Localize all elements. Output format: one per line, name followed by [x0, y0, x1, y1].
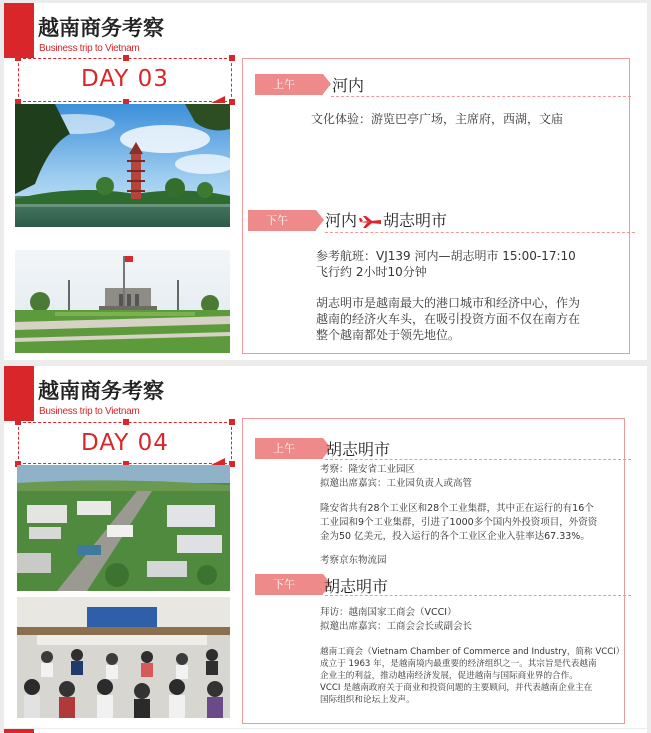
corner-marker: [123, 55, 129, 61]
next-page-edge: [4, 729, 647, 733]
desc-line: 胡志明市是越南最大的港口城市和经济中心，作为: [316, 296, 581, 310]
divider-line: [325, 232, 635, 233]
desc-line: 越南的经济火车头，在吸引投资方面不仅在南方在: [316, 312, 581, 326]
ba-dinh-square-photo: [15, 250, 230, 353]
flight-info: 参考航班：VJ139 河内—胡志明市 15:00-17:10: [316, 249, 576, 263]
guest-info: 拟邀出席嘉宾：工业园负责人或高管: [320, 478, 473, 489]
desc-line: 越南工商会（Vietnam Chamber of Commerce and Industry，简称 VCCI）: [320, 647, 625, 657]
desc-line: VCCI 是越南政府关于商业和投资问题的主要顾问，并代表越南企业主在: [320, 683, 593, 693]
extra-visit: 考察京东物流园: [320, 555, 387, 566]
corner-triangle: [211, 458, 225, 465]
day-label: DAY 03: [81, 66, 169, 92]
corner-marker: [229, 55, 235, 61]
desc-line: 国际组织和论坛上发声。: [320, 695, 415, 705]
morning-activity: 文化体验：游览巴亭广场，主席府，西湖，文庙: [311, 112, 564, 126]
airplane-icon: [359, 216, 381, 228]
afternoon-tag: 下午: [248, 210, 316, 231]
corner-marker: [15, 55, 21, 61]
corner-marker: [15, 419, 21, 425]
desc-line: 隆安省共有28个工业区和28个工业集群，其中正在运行的有16个: [320, 503, 594, 514]
pagoda-lake-photo: [15, 104, 230, 227]
page-subtitle: Business trip to Vietnam: [39, 43, 140, 54]
desc-line: 工业园和9个工业集群，引进了1000多个国内外投资项目，外资资: [320, 517, 598, 528]
guest-info: 拟邀出席嘉宾：工商会会长或副会长: [320, 621, 473, 632]
header-red-block: [4, 729, 34, 733]
corner-marker: [229, 419, 235, 425]
conference-photo: [17, 597, 230, 718]
route-from: 河内: [325, 211, 358, 230]
page-title: 越南商务考察: [38, 379, 164, 403]
day-label-box: [18, 422, 232, 464]
day-label-box: [18, 58, 232, 102]
afternoon-tag: 下午: [255, 574, 323, 595]
itinerary-page-day3: [4, 3, 647, 360]
header-red-block: [4, 3, 34, 58]
route-to: 胡志明市: [383, 211, 448, 230]
morning-tag: 上午: [255, 74, 323, 95]
itinerary-page-day4: [4, 366, 647, 728]
industrial-park-photo: [17, 465, 230, 591]
day-label: DAY 04: [81, 430, 169, 456]
afternoon-route: [325, 208, 447, 231]
page-title: 越南商务考察: [38, 16, 164, 40]
morning-place: 胡志明市: [326, 440, 391, 459]
desc-line: 整个越南都处于领先地位。: [316, 328, 461, 342]
corner-marker: [123, 419, 129, 425]
morning-place: 河内: [332, 76, 365, 95]
afternoon-place: 胡志明市: [324, 577, 389, 596]
header-red-block: [4, 366, 34, 421]
visit-info: 拜访：越南国家工商会（VCCI）: [320, 607, 457, 618]
desc-line: 成立于 1963 年，是越南境内最重要的经济组织之一。其宗旨是代表越南: [320, 659, 597, 669]
visit-info: 考察：隆安省工业园区: [320, 464, 416, 475]
divider-line: [331, 96, 631, 97]
page-subtitle: Business trip to Vietnam: [39, 406, 140, 417]
corner-triangle: [211, 96, 225, 103]
desc-line: 企业主的利益，推动越南经济发展，促进越南与国际商业界的合作。: [320, 671, 578, 681]
desc-line: 金为50 亿美元，投入运行的各个工业区企业入驻率达67.33%。: [320, 531, 590, 542]
morning-tag: 上午: [255, 438, 323, 459]
flight-duration: 飞行约 2小时10分钟: [316, 265, 427, 279]
